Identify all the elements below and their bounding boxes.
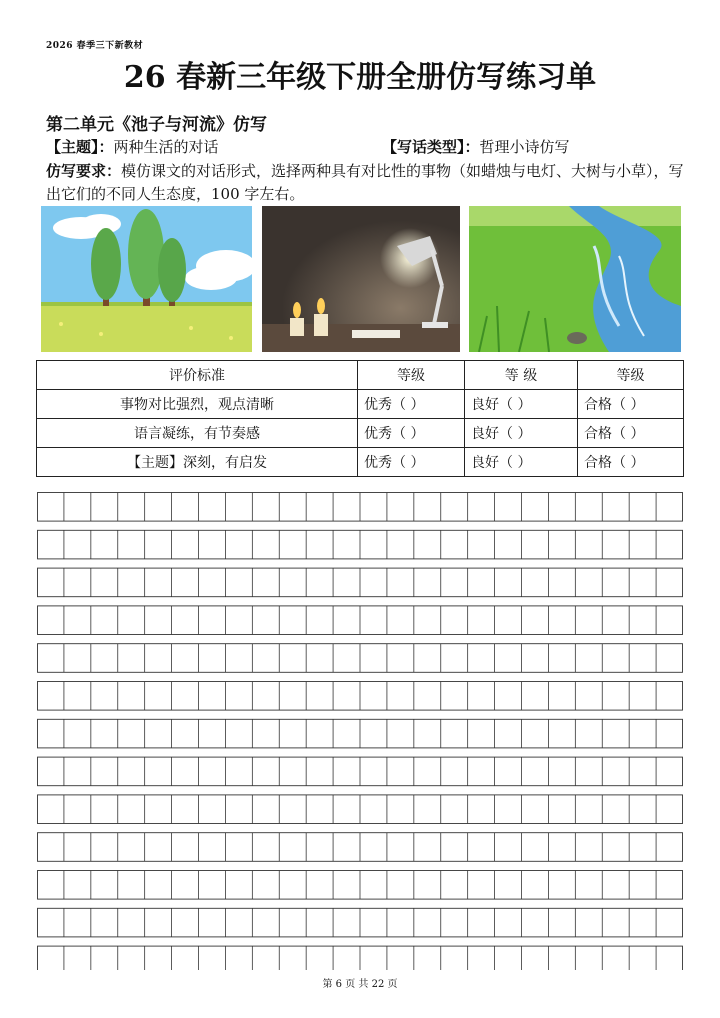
- page-title: 26 春新三年级下册全册仿写练习单: [123, 60, 597, 95]
- requirement-body: 模仿课文的对话形式，选择两种具有对比性的事物（如蜡烛与电灯、大树与小草），写出它们的不同人生态度，100 字左右。: [46, 162, 684, 203]
- grade-excellent-cell[interactable]: 优秀（ ）: [358, 390, 465, 419]
- grade-good-cell[interactable]: 良好（ ）: [465, 390, 578, 419]
- grade-excellent-cell[interactable]: 优秀（ ）: [358, 448, 465, 477]
- theme-value: 两种生活的对话: [113, 138, 219, 156]
- criterion-cell: 事物对比强烈，观点清晰: [37, 390, 358, 419]
- header-grade-2: 等 级: [465, 361, 578, 390]
- header-note: 2026 春季三下新教材: [46, 41, 144, 51]
- grade-pass-cell[interactable]: 合格（ ）: [578, 448, 684, 477]
- table-row: [37, 390, 684, 419]
- writing-grid-lines: [37, 492, 683, 970]
- evaluation-table: [36, 360, 684, 477]
- header-grade-1: 等级: [358, 361, 465, 390]
- stream-illustration: [469, 206, 681, 352]
- unit-heading: 第二单元《池子与河流》仿写: [46, 115, 267, 135]
- writing-grid[interactable]: [37, 492, 683, 970]
- trees-illustration: [41, 206, 252, 352]
- table-row: [37, 419, 684, 448]
- grade-good-cell[interactable]: 良好（ ）: [465, 448, 578, 477]
- table-header-row: [37, 361, 684, 390]
- requirement-label: 仿写要求：: [46, 162, 122, 180]
- page-number: 第 6 页 共 22 页: [322, 979, 398, 990]
- header-criterion: 评价标准: [37, 361, 358, 390]
- requirement-text: [46, 160, 686, 206]
- writing-type-line: [382, 136, 570, 157]
- grade-pass-cell[interactable]: 合格（ ）: [578, 390, 684, 419]
- theme-line: [46, 136, 219, 157]
- grade-good-cell[interactable]: 良好（ ）: [465, 419, 578, 448]
- criterion-cell: 语言凝练，有节奏感: [37, 419, 358, 448]
- type-label: 【写话类型】：: [382, 138, 480, 156]
- candle-lamp-illustration: [262, 206, 460, 352]
- criterion-cell: 【主题】深刻，有启发: [37, 448, 358, 477]
- theme-label: 【主题】：: [46, 138, 114, 156]
- header-grade-3: 等级: [578, 361, 684, 390]
- type-value: 哲理小诗仿写: [479, 138, 570, 156]
- table-row: [37, 448, 684, 477]
- grade-excellent-cell[interactable]: 优秀（ ）: [358, 419, 465, 448]
- grade-pass-cell[interactable]: 合格（ ）: [578, 419, 684, 448]
